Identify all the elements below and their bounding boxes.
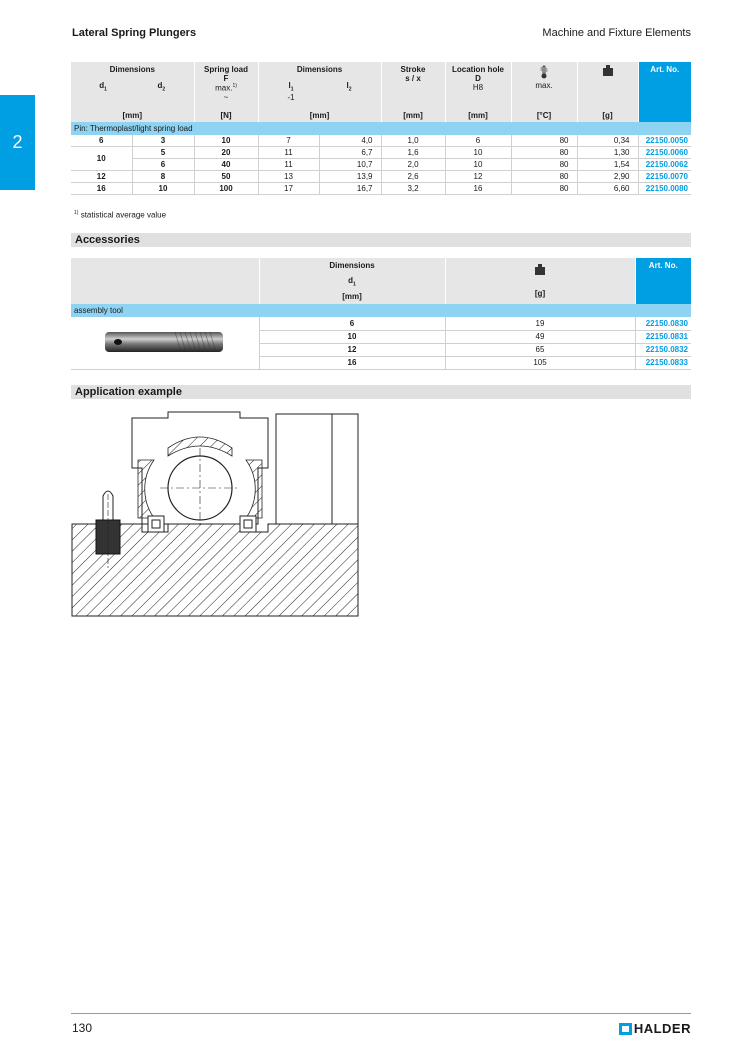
cell-weight: 65 bbox=[445, 343, 635, 356]
acc-art-no-header: Art. No. bbox=[635, 258, 691, 304]
cell-d1: 12 bbox=[259, 343, 445, 356]
footnote: $^{1)}$ statistical average value bbox=[74, 210, 167, 220]
cell-l2: 10,7 bbox=[319, 159, 381, 171]
l1-header: $l_1$ -1 bbox=[287, 81, 295, 102]
cell-l2: 4,0 bbox=[319, 135, 381, 147]
cell-d2: 5 bbox=[132, 147, 194, 159]
spring-load-header: Spring load F max.$^{1)}$ ~ bbox=[194, 62, 258, 102]
cell-d1: 6 bbox=[71, 135, 132, 147]
cell-d: 10 bbox=[445, 147, 511, 159]
cell-d2: 10 bbox=[132, 183, 194, 195]
cell-temp: 80 bbox=[511, 159, 577, 171]
cell-d1: 10 bbox=[71, 147, 132, 171]
d2-header: $d_2$ bbox=[157, 81, 166, 93]
art-no-link[interactable]: 22150.0062 bbox=[638, 159, 691, 171]
thermometer-icon bbox=[540, 65, 548, 79]
art-no-link[interactable]: 22150.0070 bbox=[638, 171, 691, 183]
acc-weight-header: [g] bbox=[445, 258, 635, 304]
cell-temp: 80 bbox=[511, 135, 577, 147]
acc-group-label: assembly tool bbox=[71, 304, 691, 317]
category-title: Machine and Fixture Elements bbox=[542, 27, 691, 39]
cell-d2: 8 bbox=[132, 171, 194, 183]
unit-g: [g] bbox=[577, 102, 638, 122]
cell-weight: 49 bbox=[445, 330, 635, 343]
cell-l2: 6,7 bbox=[319, 147, 381, 159]
cell-weight: 105 bbox=[445, 356, 635, 369]
cell-weight: 0,34 bbox=[577, 135, 638, 147]
cell-stroke: 1,6 bbox=[381, 147, 445, 159]
accessories-table bbox=[71, 258, 691, 370]
temperature-header: max. bbox=[511, 62, 577, 102]
page-number: 130 bbox=[72, 1021, 93, 1035]
cell-d: 16 bbox=[445, 183, 511, 195]
art-no-link[interactable]: 22150.0832 bbox=[635, 343, 691, 356]
art-no-link[interactable]: 22150.0831 bbox=[635, 330, 691, 343]
acc-dimensions-header: Dimensions $d_1$ [mm] bbox=[259, 258, 445, 304]
cell-weight: 19 bbox=[445, 317, 635, 330]
cell-d1: 6 bbox=[259, 317, 445, 330]
footer-divider bbox=[71, 1013, 691, 1014]
table-row bbox=[71, 135, 691, 147]
table-row bbox=[71, 159, 691, 171]
cell-stroke: 2,0 bbox=[381, 159, 445, 171]
table-row bbox=[71, 171, 691, 183]
table-row bbox=[71, 183, 691, 195]
cell-stroke: 1,0 bbox=[381, 135, 445, 147]
cell-l2: 13,9 bbox=[319, 171, 381, 183]
cell-weight: 6,60 bbox=[577, 183, 638, 195]
halder-logo-icon bbox=[619, 1023, 632, 1035]
cell-d1: 16 bbox=[259, 356, 445, 369]
location-hole-header: Location hole D H8 bbox=[445, 62, 511, 102]
art-no-link[interactable]: 22150.0060 bbox=[638, 147, 691, 159]
cell-weight: 1,30 bbox=[577, 147, 638, 159]
cell-f: 50 bbox=[194, 171, 258, 183]
cell-stroke: 2,6 bbox=[381, 171, 445, 183]
art-no-link[interactable]: 22150.0080 bbox=[638, 183, 691, 195]
application-drawing bbox=[68, 408, 368, 618]
unit-n: [N] bbox=[194, 102, 258, 122]
unit-mm-4: [mm] bbox=[445, 102, 511, 122]
unit-mm-3: [mm] bbox=[381, 102, 445, 122]
page-title: Lateral Spring Plungers bbox=[72, 27, 197, 39]
cell-f: 20 bbox=[194, 147, 258, 159]
accessories-title: Accessories bbox=[71, 233, 691, 247]
cell-l2: 16,7 bbox=[319, 183, 381, 195]
cell-stroke: 3,2 bbox=[381, 183, 445, 195]
table-row bbox=[71, 147, 691, 159]
cell-l1: 11 bbox=[258, 147, 319, 159]
cell-d1: 16 bbox=[71, 183, 132, 195]
assembly-tool-icon bbox=[100, 324, 230, 360]
unit-mm-2: [mm] bbox=[258, 102, 381, 122]
art-no-link[interactable]: 22150.0050 bbox=[638, 135, 691, 147]
cell-temp: 80 bbox=[511, 183, 577, 195]
cell-l1: 11 bbox=[258, 159, 319, 171]
unit-mm: [mm] bbox=[71, 102, 194, 122]
cell-d1: 10 bbox=[259, 330, 445, 343]
cell-d: 12 bbox=[445, 171, 511, 183]
cell-weight: 1,54 bbox=[577, 159, 638, 171]
cell-l1: 17 bbox=[258, 183, 319, 195]
cell-temp: 80 bbox=[511, 171, 577, 183]
cell-d: 6 bbox=[445, 135, 511, 147]
cell-temp: 80 bbox=[511, 147, 577, 159]
weight-icon bbox=[535, 264, 545, 275]
cell-d2: 3 bbox=[132, 135, 194, 147]
stroke-header: Stroke s / x bbox=[381, 62, 445, 102]
art-no-link[interactable]: 22150.0833 bbox=[635, 356, 691, 369]
cell-l1: 7 bbox=[258, 135, 319, 147]
cell-d2: 6 bbox=[132, 159, 194, 171]
halder-logo bbox=[619, 1021, 691, 1036]
spring-plunger-table bbox=[71, 62, 691, 195]
logo-text: HALDER bbox=[633, 1021, 691, 1036]
cell-d1: 12 bbox=[71, 171, 132, 183]
table-row bbox=[71, 317, 691, 330]
cell-f: 10 bbox=[194, 135, 258, 147]
weight-header bbox=[577, 62, 638, 102]
application-title: Application example bbox=[71, 385, 691, 399]
assembly-tool-image bbox=[71, 317, 259, 369]
chapter-tab[interactable] bbox=[0, 95, 35, 190]
chapter-number: 2 bbox=[12, 132, 23, 152]
group-label: Pin: Thermoplast/light spring load bbox=[71, 122, 691, 135]
cell-weight: 2,90 bbox=[577, 171, 638, 183]
art-no-header: Art. No. bbox=[638, 62, 691, 102]
dimensions-header: Dimensions $d_1$ $d_2$ bbox=[71, 62, 194, 102]
dimensions2-header: Dimensions $l_1$ -1 $l_2$ bbox=[258, 62, 381, 102]
cell-l1: 13 bbox=[258, 171, 319, 183]
cell-f: 100 bbox=[194, 183, 258, 195]
d1-header: $d_1$ bbox=[99, 81, 107, 93]
unit-c: [°C] bbox=[511, 102, 577, 122]
weight-icon bbox=[603, 65, 613, 76]
l2-header: $l_2$ bbox=[346, 81, 352, 93]
art-no-link[interactable]: 22150.0830 bbox=[635, 317, 691, 330]
cell-f: 40 bbox=[194, 159, 258, 171]
cell-d: 10 bbox=[445, 159, 511, 171]
